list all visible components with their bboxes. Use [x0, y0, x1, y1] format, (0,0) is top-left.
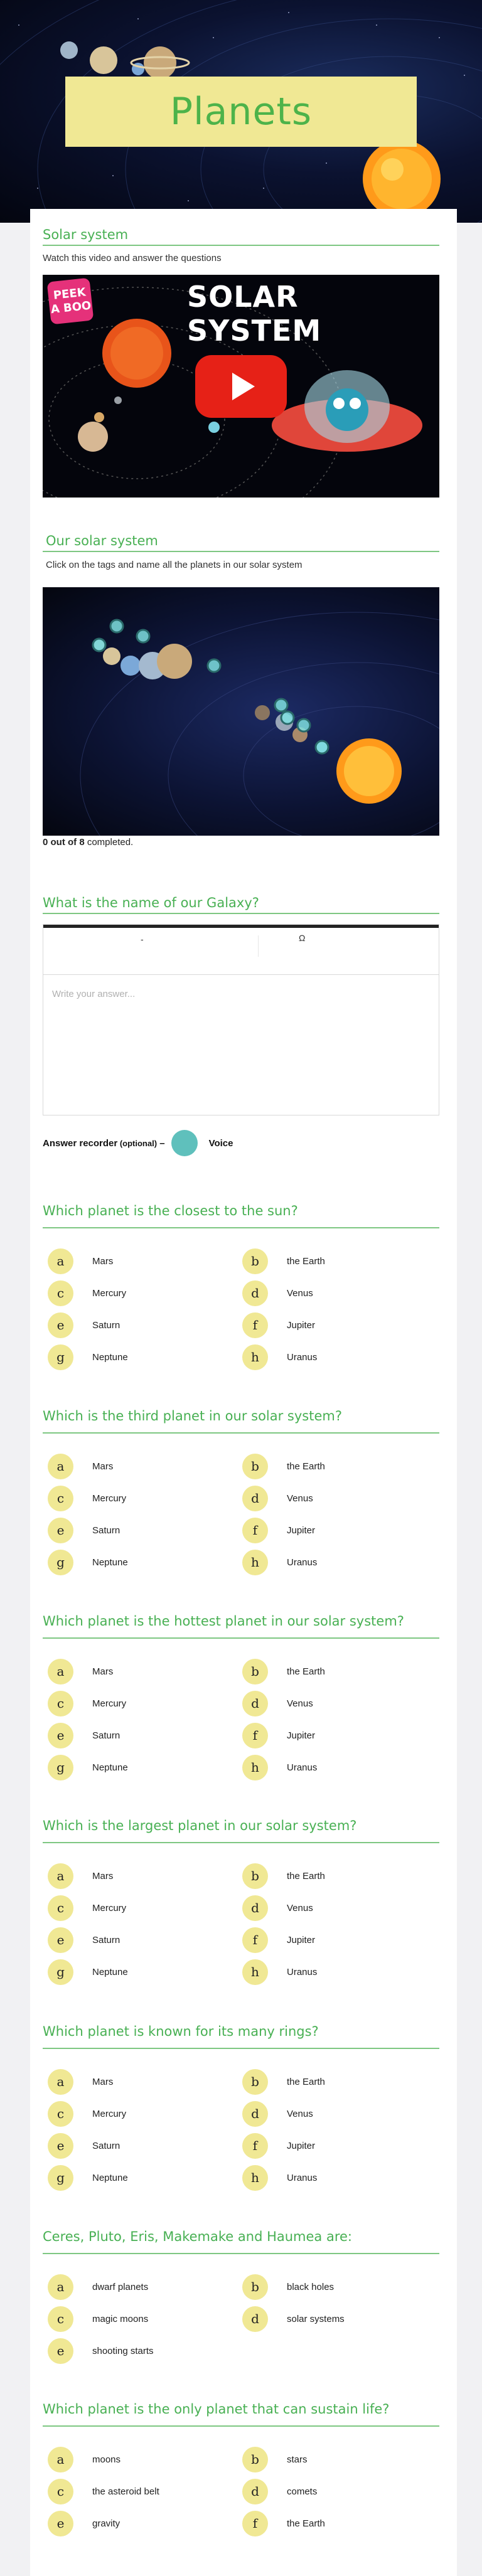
- answer-option[interactable]: [48, 2274, 148, 2299]
- answer-option[interactable]: [242, 1486, 313, 1511]
- answer-option[interactable]: [242, 1550, 317, 1575]
- answer-option[interactable]: [242, 1755, 317, 1780]
- question-title: Which is the third planet in our solar system?: [43, 1408, 343, 1424]
- answer-option[interactable]: [242, 2165, 317, 2190]
- answer-option[interactable]: [242, 1959, 317, 1984]
- answer-option[interactable]: [242, 1895, 313, 1920]
- toolbar-minus-button[interactable]: -: [141, 934, 144, 944]
- play-icon: [232, 373, 255, 400]
- section-divider: [43, 1842, 439, 1843]
- option-letter-badge: e: [48, 2511, 73, 2536]
- option-label: Jupiter: [287, 1525, 316, 1536]
- section-description-video: Watch this video and answer the questions: [43, 253, 222, 263]
- answer-option[interactable]: [48, 1312, 120, 1338]
- answer-option[interactable]: [242, 2447, 308, 2472]
- option-label: the Earth: [287, 1870, 325, 1881]
- answer-option[interactable]: [242, 1248, 325, 1274]
- option-letter-badge: h: [242, 1344, 268, 1370]
- section-title-video: Solar system: [43, 227, 129, 242]
- option-letter-badge: c: [48, 1486, 73, 1511]
- option-letter-badge: e: [48, 1723, 73, 1748]
- option-letter-badge: a: [48, 2274, 73, 2300]
- answer-option[interactable]: [48, 1863, 113, 1888]
- recorder-label: Answer recorder (optional) –: [43, 1137, 165, 1149]
- answer-option[interactable]: [48, 1895, 126, 1920]
- option-letter-badge: h: [242, 1550, 268, 1575]
- answer-option[interactable]: [48, 1755, 128, 1780]
- option-label: Jupiter: [287, 2140, 316, 2151]
- answer-option[interactable]: [242, 1863, 325, 1888]
- question-title: Which planet is the closest to the sun?: [43, 1203, 298, 1218]
- option-label: Mercury: [92, 1493, 127, 1504]
- solar-system-illustration: [43, 587, 439, 836]
- option-label: dwarf planets: [92, 2281, 149, 2292]
- option-letter-badge: d: [242, 1486, 268, 1511]
- answer-option[interactable]: [242, 1691, 313, 1716]
- option-label: Mars: [92, 2076, 114, 2087]
- option-label: Mercury: [92, 2108, 127, 2119]
- option-label: Mars: [92, 1255, 114, 1267]
- option-label: Mercury: [92, 1902, 127, 1913]
- option-letter-badge: d: [242, 1895, 268, 1921]
- option-label: the asteroid belt: [92, 2486, 159, 2497]
- option-label: Mars: [92, 1461, 114, 1472]
- section-divider: [43, 551, 439, 552]
- option-label: Jupiter: [287, 1319, 316, 1331]
- option-letter-badge: d: [242, 2479, 268, 2504]
- answer-option[interactable]: [242, 1518, 315, 1543]
- section-divider: [43, 1637, 439, 1639]
- answer-option[interactable]: [48, 1927, 120, 1952]
- answer-option[interactable]: [48, 1691, 126, 1716]
- answer-option[interactable]: [48, 1344, 128, 1370]
- option-letter-badge: g: [48, 1959, 73, 1985]
- option-label: Uranus: [287, 1762, 318, 1773]
- answer-option[interactable]: [48, 1248, 113, 1274]
- option-letter-badge: b: [242, 2447, 268, 2472]
- section-divider: [43, 2048, 439, 2049]
- option-letter-badge: f: [242, 1518, 268, 1543]
- answer-option[interactable]: [242, 1280, 313, 1306]
- option-letter-badge: f: [242, 2511, 268, 2536]
- section-divider: [43, 245, 439, 246]
- question-title: Ceres, Pluto, Eris, Makemake and Haumea are:: [43, 2229, 352, 2244]
- answer-option[interactable]: [242, 2101, 313, 2126]
- answer-option[interactable]: [48, 1659, 113, 1684]
- answer-option[interactable]: [242, 1454, 325, 1479]
- option-label: Saturn: [92, 1934, 120, 1945]
- answer-option[interactable]: [242, 2133, 315, 2158]
- option-label: comets: [287, 2486, 318, 2497]
- title-box: [65, 77, 417, 147]
- option-letter-badge: e: [48, 2133, 73, 2159]
- option-label: the Earth: [287, 2076, 325, 2087]
- answer-option[interactable]: [242, 2274, 334, 2299]
- answer-option[interactable]: [48, 1723, 120, 1748]
- option-letter-badge: b: [242, 1863, 268, 1889]
- answer-option[interactable]: [48, 1550, 128, 1575]
- option-letter-badge: d: [242, 1280, 268, 1306]
- question-title: Which planet is the hottest planet in our solar system?: [43, 1614, 404, 1629]
- option-letter-badge: c: [48, 2479, 73, 2504]
- option-label: black holes: [287, 2281, 335, 2292]
- section-divider: [43, 2425, 439, 2427]
- option-label: Uranus: [287, 1966, 318, 1977]
- option-letter-badge: b: [242, 1248, 268, 1274]
- option-letter-badge: b: [242, 2274, 268, 2300]
- question-title: Which planet is the only planet that can sustain life?: [43, 2402, 390, 2417]
- option-letter-badge: d: [242, 2306, 268, 2332]
- answer-option[interactable]: [242, 2479, 317, 2504]
- answer-option[interactable]: [48, 2069, 113, 2094]
- option-letter-badge: g: [48, 2165, 73, 2191]
- answer-option[interactable]: [242, 1344, 317, 1370]
- video-thumbnail-title: SOLAR SYSTEM: [187, 280, 322, 348]
- option-letter-badge: b: [242, 1659, 268, 1685]
- option-label: Venus: [287, 1698, 313, 1709]
- option-letter-badge: f: [242, 1312, 268, 1338]
- answer-option[interactable]: [48, 2338, 154, 2363]
- option-letter-badge: a: [48, 1454, 73, 1479]
- question-title: Which planet is known for its many rings?: [43, 2024, 319, 2039]
- option-label: shooting starts: [92, 2345, 154, 2356]
- answer-option[interactable]: [242, 2511, 325, 2536]
- option-label: the Earth: [287, 1255, 325, 1267]
- answer-option[interactable]: [242, 1723, 315, 1748]
- section-divider: [43, 1227, 439, 1228]
- answer-option[interactable]: [242, 2306, 345, 2331]
- answer-option[interactable]: [48, 2511, 120, 2536]
- option-label: Saturn: [92, 1319, 120, 1331]
- editor-toolbar: [43, 925, 439, 975]
- option-label: Saturn: [92, 2140, 120, 2151]
- option-letter-badge: h: [242, 1755, 268, 1780]
- section-divider: [43, 913, 439, 914]
- option-label: Mars: [92, 1666, 114, 1677]
- answer-option[interactable]: [48, 1518, 120, 1543]
- answer-input[interactable]: Write your answer...: [52, 989, 136, 999]
- option-letter-badge: e: [48, 1312, 73, 1338]
- option-letter-badge: d: [242, 2101, 268, 2127]
- answer-option[interactable]: [48, 2479, 159, 2504]
- option-label: solar systems: [287, 2313, 345, 2324]
- option-letter-badge: h: [242, 2165, 268, 2191]
- option-letter-badge: c: [48, 2101, 73, 2127]
- section-divider: [43, 1432, 439, 1434]
- answer-option[interactable]: [48, 2101, 126, 2126]
- option-label: the Earth: [287, 1461, 325, 1472]
- option-letter-badge: e: [48, 1518, 73, 1543]
- answer-option[interactable]: [48, 1280, 126, 1306]
- solar-system-image: [43, 587, 439, 836]
- option-label: Neptune: [92, 1762, 128, 1773]
- option-label: Venus: [287, 2108, 313, 2119]
- option-label: Uranus: [287, 1557, 318, 1568]
- option-letter-badge: a: [48, 2069, 73, 2095]
- option-label: Mars: [92, 1870, 114, 1881]
- section-description-tags: Click on the tags and name all the planets in our solar system: [46, 560, 303, 570]
- answer-option[interactable]: [242, 1927, 315, 1952]
- play-button[interactable]: [195, 355, 287, 418]
- toolbar-omega-button[interactable]: Ω: [299, 933, 306, 943]
- answer-option[interactable]: [242, 1312, 315, 1338]
- option-letter-badge: c: [48, 1280, 73, 1306]
- option-letter-badge: f: [242, 2133, 268, 2159]
- option-letter-badge: a: [48, 1863, 73, 1889]
- answer-option[interactable]: [48, 2165, 128, 2190]
- section-title-tags: Our solar system: [46, 533, 158, 548]
- option-letter-badge: g: [48, 1755, 73, 1780]
- option-letter-badge: h: [242, 1959, 268, 1985]
- section-divider: [43, 2253, 439, 2254]
- option-letter-badge: c: [48, 2306, 73, 2332]
- option-letter-badge: g: [48, 1344, 73, 1370]
- answer-option[interactable]: [48, 2306, 148, 2331]
- toolbar-separator: [258, 935, 259, 957]
- video-player[interactable]: [43, 275, 439, 498]
- option-letter-badge: f: [242, 1723, 268, 1748]
- progress-count: 0 out of 8: [43, 837, 85, 848]
- option-letter-badge: a: [48, 1248, 73, 1274]
- option-letter-badge: b: [242, 2069, 268, 2095]
- voice-label: Voice: [208, 1137, 233, 1149]
- option-label: Neptune: [92, 1557, 128, 1568]
- answer-option[interactable]: [48, 2447, 120, 2472]
- option-label: gravity: [92, 2518, 120, 2529]
- option-letter-badge: g: [48, 1550, 73, 1575]
- tags-progress: [43, 837, 133, 848]
- option-label: Venus: [287, 1902, 313, 1913]
- answer-option[interactable]: [48, 1454, 113, 1479]
- option-label: Neptune: [92, 2172, 128, 2183]
- option-letter-badge: d: [242, 1691, 268, 1716]
- option-label: Uranus: [287, 1351, 318, 1363]
- answer-option[interactable]: [242, 2069, 325, 2094]
- option-label: Neptune: [92, 1966, 128, 1977]
- option-letter-badge: e: [48, 2338, 73, 2364]
- option-label: the Earth: [287, 2518, 325, 2529]
- option-letter-badge: c: [48, 1895, 73, 1921]
- option-label: Jupiter: [287, 1934, 316, 1945]
- page-title: Planets: [169, 90, 313, 134]
- answer-option[interactable]: [48, 1486, 126, 1511]
- option-label: Venus: [287, 1493, 313, 1504]
- question-title-galaxy: What is the name of our Galaxy?: [43, 895, 259, 910]
- option-letter-badge: b: [242, 1454, 268, 1479]
- option-letter-badge: a: [48, 1659, 73, 1685]
- option-label: Saturn: [92, 1730, 120, 1741]
- option-label: the Earth: [287, 1666, 325, 1677]
- option-letter-badge: e: [48, 1927, 73, 1953]
- option-label: Mercury: [92, 1287, 127, 1299]
- answer-editor[interactable]: [43, 924, 439, 1115]
- record-button[interactable]: [171, 1130, 198, 1156]
- option-label: Uranus: [287, 2172, 318, 2183]
- peekaboo-logo: PEEK A BOO: [47, 278, 94, 325]
- option-label: Jupiter: [287, 1730, 316, 1741]
- option-letter-badge: c: [48, 1691, 73, 1716]
- option-label: Venus: [287, 1287, 313, 1299]
- option-label: Mercury: [92, 1698, 127, 1709]
- option-letter-badge: a: [48, 2447, 73, 2472]
- option-label: magic moons: [92, 2313, 149, 2324]
- option-label: stars: [287, 2454, 308, 2465]
- option-label: Saturn: [92, 1525, 120, 1536]
- answer-option[interactable]: [242, 1659, 325, 1684]
- option-label: moons: [92, 2454, 121, 2465]
- answer-option[interactable]: [48, 1959, 128, 1984]
- option-letter-badge: f: [242, 1927, 268, 1953]
- answer-option[interactable]: [48, 2133, 120, 2158]
- question-title: Which is the largest planet in our solar system?: [43, 1818, 357, 1833]
- option-label: Neptune: [92, 1351, 128, 1363]
- progress-suffix: completed.: [84, 837, 134, 848]
- hero-banner: [0, 0, 482, 223]
- answer-recorder: [43, 1131, 233, 1156]
